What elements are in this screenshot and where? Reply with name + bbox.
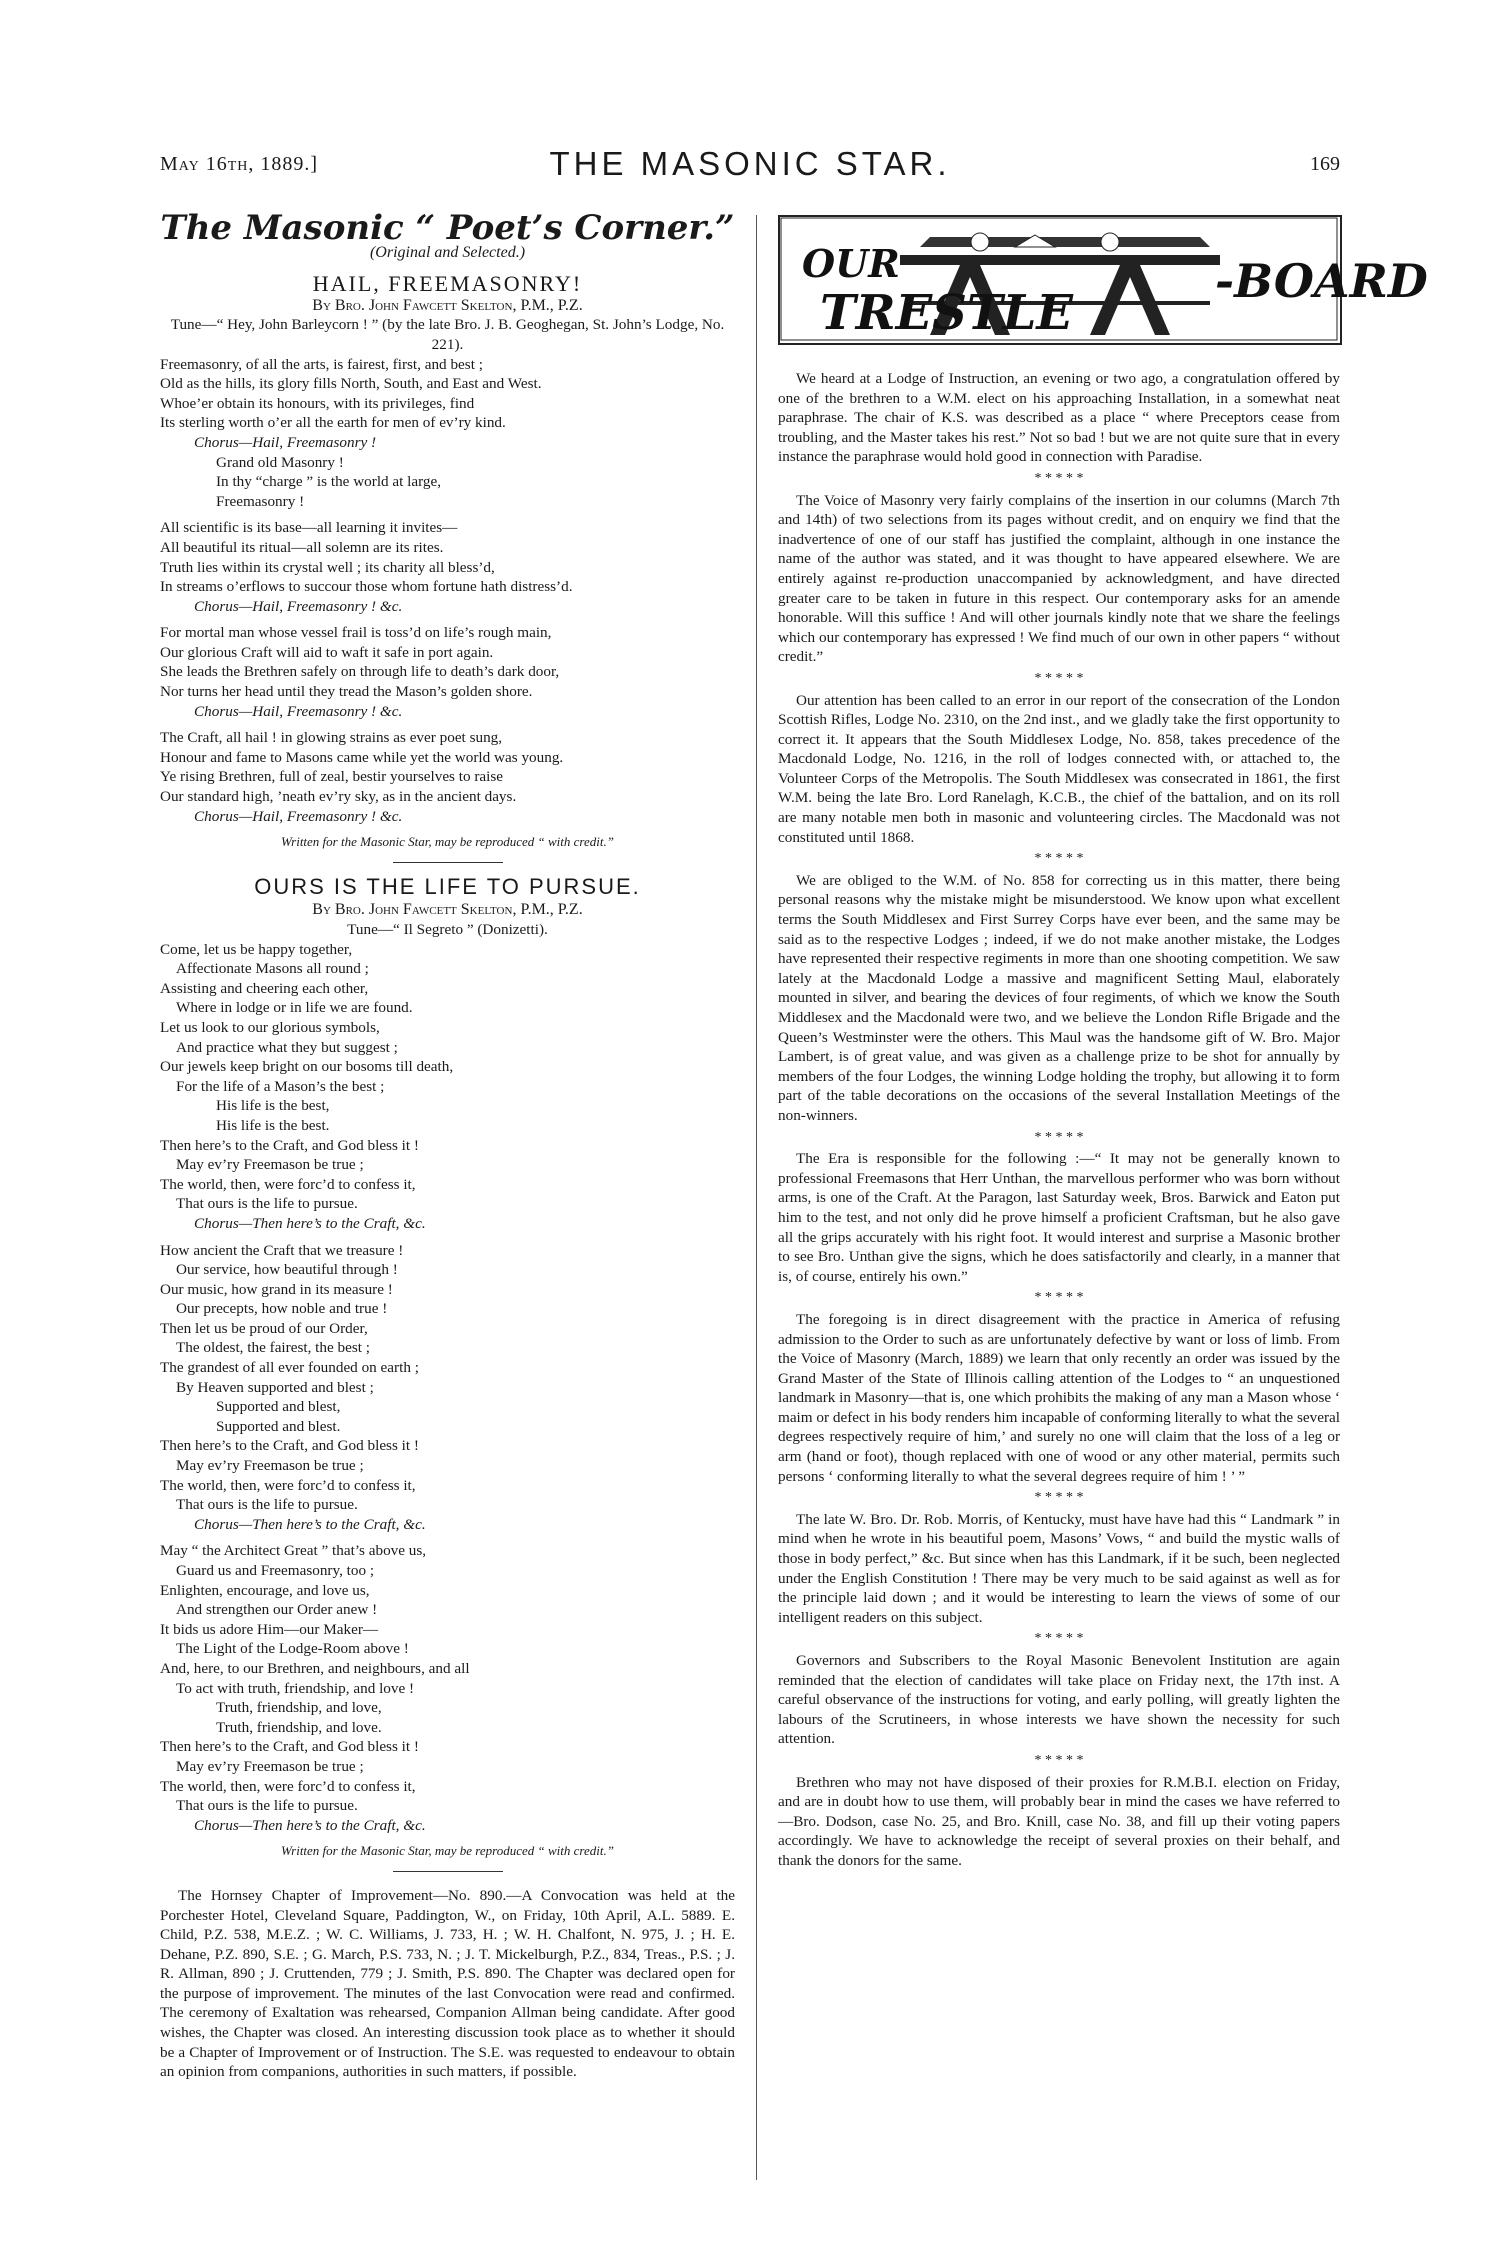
poem-line: Old as the hills, its glory fills North, South, and East and West. xyxy=(160,375,542,393)
poem-line: For the life of a Mason’s the best ; xyxy=(176,1077,385,1095)
poem-line: Guard us and Freemasonry, too ; xyxy=(176,1562,375,1579)
poem-line: Chorus—Then here’s to the Craft, &c. xyxy=(194,1214,426,1232)
poem-line: In streams o’erflows to succour those whom fortune hath distress’d. xyxy=(160,578,573,596)
issue-date: May 16th, 1889.] xyxy=(160,153,319,175)
poem-line: The Craft, all hail ! in glowing strains as ever poet sung, xyxy=(160,729,503,747)
star-separator: * * * * * xyxy=(1034,851,1084,867)
poem-line: Whoe’er obtain its honours, with its privileges, find xyxy=(160,394,475,412)
poem-line: May ev’ry Freemason be true ; xyxy=(176,1156,364,1174)
poem-line: All beautiful its ritual—all solemn are its rites. xyxy=(160,538,444,556)
poem-line: Chorus—Hail, Freemasonry ! xyxy=(194,433,377,451)
poem-line: Where in lodge or in life we are found. xyxy=(176,999,413,1017)
poem-line: The Light of the Lodge-Room above ! xyxy=(176,1640,409,1658)
poem-hail-freemasonry xyxy=(160,271,735,852)
poem-line: Chorus—Hail, Freemasonry ! &c. xyxy=(194,597,403,615)
column-divider xyxy=(756,215,757,2180)
right-column xyxy=(778,215,1428,2215)
poem-line: Let us look to our glorious symbols, xyxy=(160,1018,380,1036)
poem-line: May “ the Architect Great ” that’s above us, xyxy=(160,1542,427,1560)
poem-line: The world, then, were forc’d to confess it, xyxy=(160,1175,416,1193)
poem-byline: By Bro. John Fawcett Skelton, P.M., P.Z. xyxy=(312,296,583,314)
poem-line: And, here, to our Brethren, and neighbours, and all xyxy=(160,1659,470,1677)
poem-credit: Written for the Masonic Star, may be reproduced “ with credit.” xyxy=(281,1843,614,1859)
trestle-board-illustration xyxy=(780,217,1428,343)
poem-line: Then here’s to the Craft, and God bless it ! xyxy=(160,1437,419,1455)
poem-line: Then here’s to the Craft, and God bless it ! xyxy=(160,1738,419,1756)
poem-line: Chorus—Then here’s to the Craft, &c. xyxy=(194,1515,426,1533)
poem-line: Freemasonry, of all the arts, is fairest, first, and best ; xyxy=(160,355,483,373)
section-rule xyxy=(393,1871,503,1872)
banner-word-trestle: TRESTLE xyxy=(820,285,1073,341)
poem-line: The grandest of all ever founded on earth ; xyxy=(160,1359,419,1377)
article-paragraph: The Voice of Masonry very fairly complains of the insertion in our columns (March 7th and 14th) of two selections from its pages without credit, and on enquiry we find that the inadvertence of one of our staff has justified the complaint, although in one instance the name of the author was stated, and it was thought to have appeared elsewhere. We are entirely against re-production unaccompanied by acknowledgment, and have directed greater care to be taken in future in this respect. Our contemporary asks for an amende honorable. Will this suffice ! And will other journals kindly note that we share the feelings which our contemporary has expressed ! We find much of our own in other papers “ without credit.” xyxy=(778,491,1340,666)
poem-line: Supported and blest, xyxy=(216,1398,341,1416)
poem-tune: Tune—“ Il Segreto ” (Donizetti). xyxy=(347,921,548,938)
poem-ours-is-the-life xyxy=(160,873,735,1861)
section-subtitle: (Original and Selected.) xyxy=(369,243,526,261)
poem-tune: Tune—“ Hey, John Barleycorn ! ” (by the late Bro. J. B. Geoghegan, St. John’s Lodge, No. 221). xyxy=(170,316,725,353)
poem-line: To act with truth, friendship, and love ! xyxy=(176,1679,415,1697)
article-paragraph: The Era is responsible for the following :—“ It may not be generally known to professional Freemasons that Herr Unthan, the marvellous performer who was born without arms, is one of the Craft. At the Paragon, last Saturday week, Bros. Barwick and Eaton put him to the test, and not only did he prove himself a proficient Craftsman, but he also gave all the grips accurately with his right foot. It would interest and surprise a Masonic brother to see Bro. Unthan give the signs, which he does satisfactorily and clearly, in a manner that is, of course, entirely his own.” xyxy=(778,1150,1340,1285)
star-separator: * * * * * xyxy=(1034,670,1084,686)
poem-line: His life is the best, xyxy=(216,1097,330,1115)
trestle-board-articles xyxy=(778,369,1340,1871)
left-column xyxy=(160,208,735,2215)
poem-line: And practice what they but suggest ; xyxy=(176,1038,398,1056)
article-paragraph: The foregoing is in direct disagreement with the practice in America of refusing admission to the Order to such as are unfortunately defective by want or loss of limb. From the Voice of Masonry (March, 1889) we learn that only recently an order was issued by the Grand Master of the State of Illinois calling attention of the Lodges to “ an unquestioned landmark in Masonry—that is, one which prohibits the making of any man a Mason whose ‘ maim or defect in his body renders him incapable of conforming literally to what the several degrees respectively require of him,’ and surely no one will claim that the loss of a leg or arm (hand or foot), though replaced with one of wood or any other material, permits such persons ‘ conforming literally to what the several degrees require of him ! ’ ” xyxy=(778,1310,1340,1485)
hornsey-chapter-report: The Hornsey Chapter of Improvement—No. 890.—A Convocation was held at the Porchester Hotel, Cleveland Square, Paddington, W., on Friday, 10th April, A.L. 5889. E. Child, P.Z. 538, M.E.Z. ; W. C. Williams, J. 733, H. ; W. H. Chalfont, N. 975, J. ; H. E. Dehane, P.Z. 890, S.E. ; G. March, P.S. 733, N. ; J. T. Mickelburgh, P.Z., 834, Treas., P.S. ; J. R. Allman, 890 ; J. Cruttenden, 779 ; J. Smith, P.S. 890. The Chapter was declared open for the purpose of improvement. The minutes of the last Convocation were read and confirmed. The ceremony of Exaltation was rehearsed, Companion Allman being candidate. After good wishes, the Chapter was closed. An interesting discussion took place as to whether it should be a Chapter of Improvement or of Instruction. The S.E. was requested to endeavour to obtain an opinion from companions, authorities in such matters, if possible. xyxy=(160,1886,735,2081)
poem-line: How ancient the Craft that we treasure ! xyxy=(160,1241,404,1259)
section-rule xyxy=(393,862,503,863)
banner-word-our: OUR xyxy=(802,241,900,286)
poem-line: Truth, friendship, and love, xyxy=(216,1699,382,1717)
article-paragraph: We heard at a Lodge of Instruction, an evening or two ago, a congratulation offered by one of the brethren to a W.M. elect on his approaching Installation, in a somewhat neat paraphrase. The chair of K.S. was described as a place “ where Preceptors cease from troubling, and the Master takes his rest.” Not so bad ! but we are not quite sure that in every instance the paraphrase would hold good in connection with Paradise. xyxy=(778,370,1340,466)
poem-line: Chorus—Then here’s to the Craft, &c. xyxy=(194,1816,426,1834)
article-paragraph: Our attention has been called to an error in our report of the consecration of the London Scottish Rifles, Lodge No. 2310, on the 2nd inst., and we gladly take the first opportunity to correct it. It appears that the South Middlesex Lodge, No. 858, takes precedence of the Macdonald Lodge, No. 1216, in the roll of lodges connected with, or attached to, the Volunteer Corps of the Metropolis. The South Middlesex was consecrated in 1861, the first W.M. being the late Bro. Lord Ranelagh, K.C.B., the chief of the battalion, and on its roll are many notable men both in masonic and volunteering circles. The Macdonald was not constituted until 1868. xyxy=(778,691,1340,846)
star-separator: * * * * * xyxy=(1034,1490,1084,1506)
poem-line: Ye rising Brethren, full of zeal, bestir yourselves to raise xyxy=(160,768,504,786)
poem-line: Our standard high, ’neath ev’ry sky, as in the ancient days. xyxy=(160,788,517,806)
article-paragraph: Governors and Subscribers to the Royal Masonic Benevolent Institution are again reminded that the election of candidates will take place on Friday next, the 17th inst. A careful observance of the instructions for voting, and early polling, will greatly lighten the labours of the Scrutineers, in whose interests we have shown the necessity for such attention. xyxy=(778,1652,1340,1748)
poem-title: HAIL, FREEMASONRY! xyxy=(312,271,583,297)
poem-line: The world, then, were forc’d to confess it, xyxy=(160,1476,416,1494)
poem-line: Our music, how grand in its measure ! xyxy=(160,1280,393,1298)
poem-line: His life is the best. xyxy=(216,1116,330,1134)
poem-line: That ours is the life to pursue. xyxy=(176,1195,358,1213)
article-paragraph: The late W. Bro. Dr. Rob. Morris, of Kentucky, must have have had this “ Landmark ” in mind when he wrote in his beautiful poem, Masons’ Vows, “ and build the mystic walls of those in body perfect,” &c. But since when has this Landmark, if it be such, been neglected under the English Constitution ! There may be very much to be said against as well as for the principle laid down ; and it would be interesting to learn the views of some of our intelligent readers on this subject. xyxy=(778,1510,1340,1626)
poem-line: Our precepts, how noble and true ! xyxy=(176,1300,388,1318)
trestle-board-banner xyxy=(778,215,1428,345)
poem-line: For mortal man whose vessel frail is toss’d on life’s rough main, xyxy=(160,624,552,642)
star-separator: * * * * * xyxy=(1034,1631,1084,1647)
poem-line: Chorus—Hail, Freemasonry ! &c. xyxy=(194,807,403,825)
section-title: The Masonic “ Poet’s Corner.” xyxy=(160,208,735,248)
poem-line: Assisting and cheering each other, xyxy=(160,979,369,997)
poem-line: By Heaven supported and blest ; xyxy=(176,1378,374,1396)
poem-line: Come, let us be happy together, xyxy=(160,940,353,958)
poem-title: OURS IS THE LIFE TO PURSUE. xyxy=(254,873,641,899)
poem-line: Enlighten, encourage, and love us, xyxy=(160,1581,370,1599)
poem-line: Supported and blest. xyxy=(216,1417,341,1435)
poem-line: All scientific is its base—all learning it invites— xyxy=(160,519,458,537)
star-separator: * * * * * xyxy=(1034,1290,1084,1306)
masthead-title: THE MASONIC STAR. xyxy=(549,145,951,182)
poem-line: Truth, friendship, and love. xyxy=(216,1718,382,1736)
star-separator: * * * * * xyxy=(1034,470,1084,486)
poem-line: May ev’ry Freemason be true ; xyxy=(176,1757,364,1775)
poem-line: In thy “charge ” is the world at large, xyxy=(216,473,442,491)
poem-line: That ours is the life to pursue. xyxy=(176,1496,358,1514)
poem-line: Truth lies within its crystal well ; its charity all bless’d, xyxy=(160,558,495,576)
poem-line: The world, then, were forc’d to confess it, xyxy=(160,1777,416,1795)
poem-line: Our glorious Craft will aid to waft it safe in port again. xyxy=(160,643,494,661)
banner-word-board: -BOARD xyxy=(1215,254,1428,308)
poem-line: Freemasonry ! xyxy=(216,492,305,510)
poem-line: Then let us be proud of our Order, xyxy=(160,1319,368,1337)
poem-line: Then here’s to the Craft, and God bless it ! xyxy=(160,1136,419,1154)
poem-line: Honour and fame to Masons came while yet the world was young. xyxy=(160,748,564,766)
article-paragraph: We are obliged to the W.M. of No. 858 for correcting us in this matter, there being personal reasons why the mistake might be misunderstood. We know upon what excellent terms the South Middlesex and First Surrey Corps have ever been, and the same may be said as to the respective Lodges ; indeed, if we do not make another mistake, the Lodges have represented their respective regiments in more than one shooting competition. We saw lately at the Macdonald Lodge a massive and magnificent Setting Maul, elaborately mounted in silver, and bearing the devices of four regiments, of which we know the South Middlesex and the Macdonald were two, and we believe the London Rifle Brigade and the Queen’s Westminster were the others. This Maul was the handsome gift of W. Bro. Major Lambert, is of great value, and was given as a challenge prize to be shot for annually by members of the four Lodges, the winning Lodge holding the trophy, but allowing it to form part of the table decorations on the occasions of the several Installation Meetings of the non-winners. xyxy=(778,871,1340,1124)
poem-line: And strengthen our Order anew ! xyxy=(176,1601,378,1619)
poem-line: May ev’ry Freemason be true ; xyxy=(176,1457,364,1475)
poem-line: That ours is the life to pursue. xyxy=(176,1797,358,1815)
star-separator: * * * * * xyxy=(1034,1129,1084,1145)
poem-credit: Written for the Masonic Star, may be reproduced “ with credit.” xyxy=(281,834,614,850)
poem-line: Grand old Masonry ! xyxy=(216,453,344,471)
poem-line: Chorus—Hail, Freemasonry ! &c. xyxy=(194,702,403,720)
page-number: 169 xyxy=(1310,153,1340,175)
poem-lines xyxy=(160,940,735,1836)
poem-line: Our jewels keep bright on our bosoms till death, xyxy=(160,1058,454,1076)
poem-line: Affectionate Masons all round ; xyxy=(176,960,369,978)
poem-line: Our service, how beautiful through ! xyxy=(176,1261,398,1279)
poem-line: It bids us adore Him—our Maker— xyxy=(160,1620,379,1638)
poem-line: She leads the Brethren safely on through life to death’s dark door, xyxy=(160,663,560,681)
page-header xyxy=(160,145,1340,195)
poem-byline: By Bro. John Fawcett Skelton, P.M., P.Z. xyxy=(312,901,583,919)
poem-line: Its sterling worth o’er all the earth for men of ev’ry kind. xyxy=(160,414,506,432)
poem-line: Nor turns her head until they tread the Mason’s golden shore. xyxy=(160,683,533,701)
star-separator: * * * * * xyxy=(1034,1752,1084,1768)
article-paragraph: Brethren who may not have disposed of their proxies for R.M.B.I. election on Friday, and are in doubt how to use them, will probably bear in mind the cases we have referred to—Bro. Dodson, case No. 25, and Bro. Knill, case No. 38, and fill up their voting papers accordingly. We have to acknowledge the receipt of several proxies on their behalf, and thank the donors for the same. xyxy=(778,1773,1340,1869)
poem-lines xyxy=(160,355,735,827)
poem-line: The oldest, the fairest, the best ; xyxy=(176,1339,371,1357)
